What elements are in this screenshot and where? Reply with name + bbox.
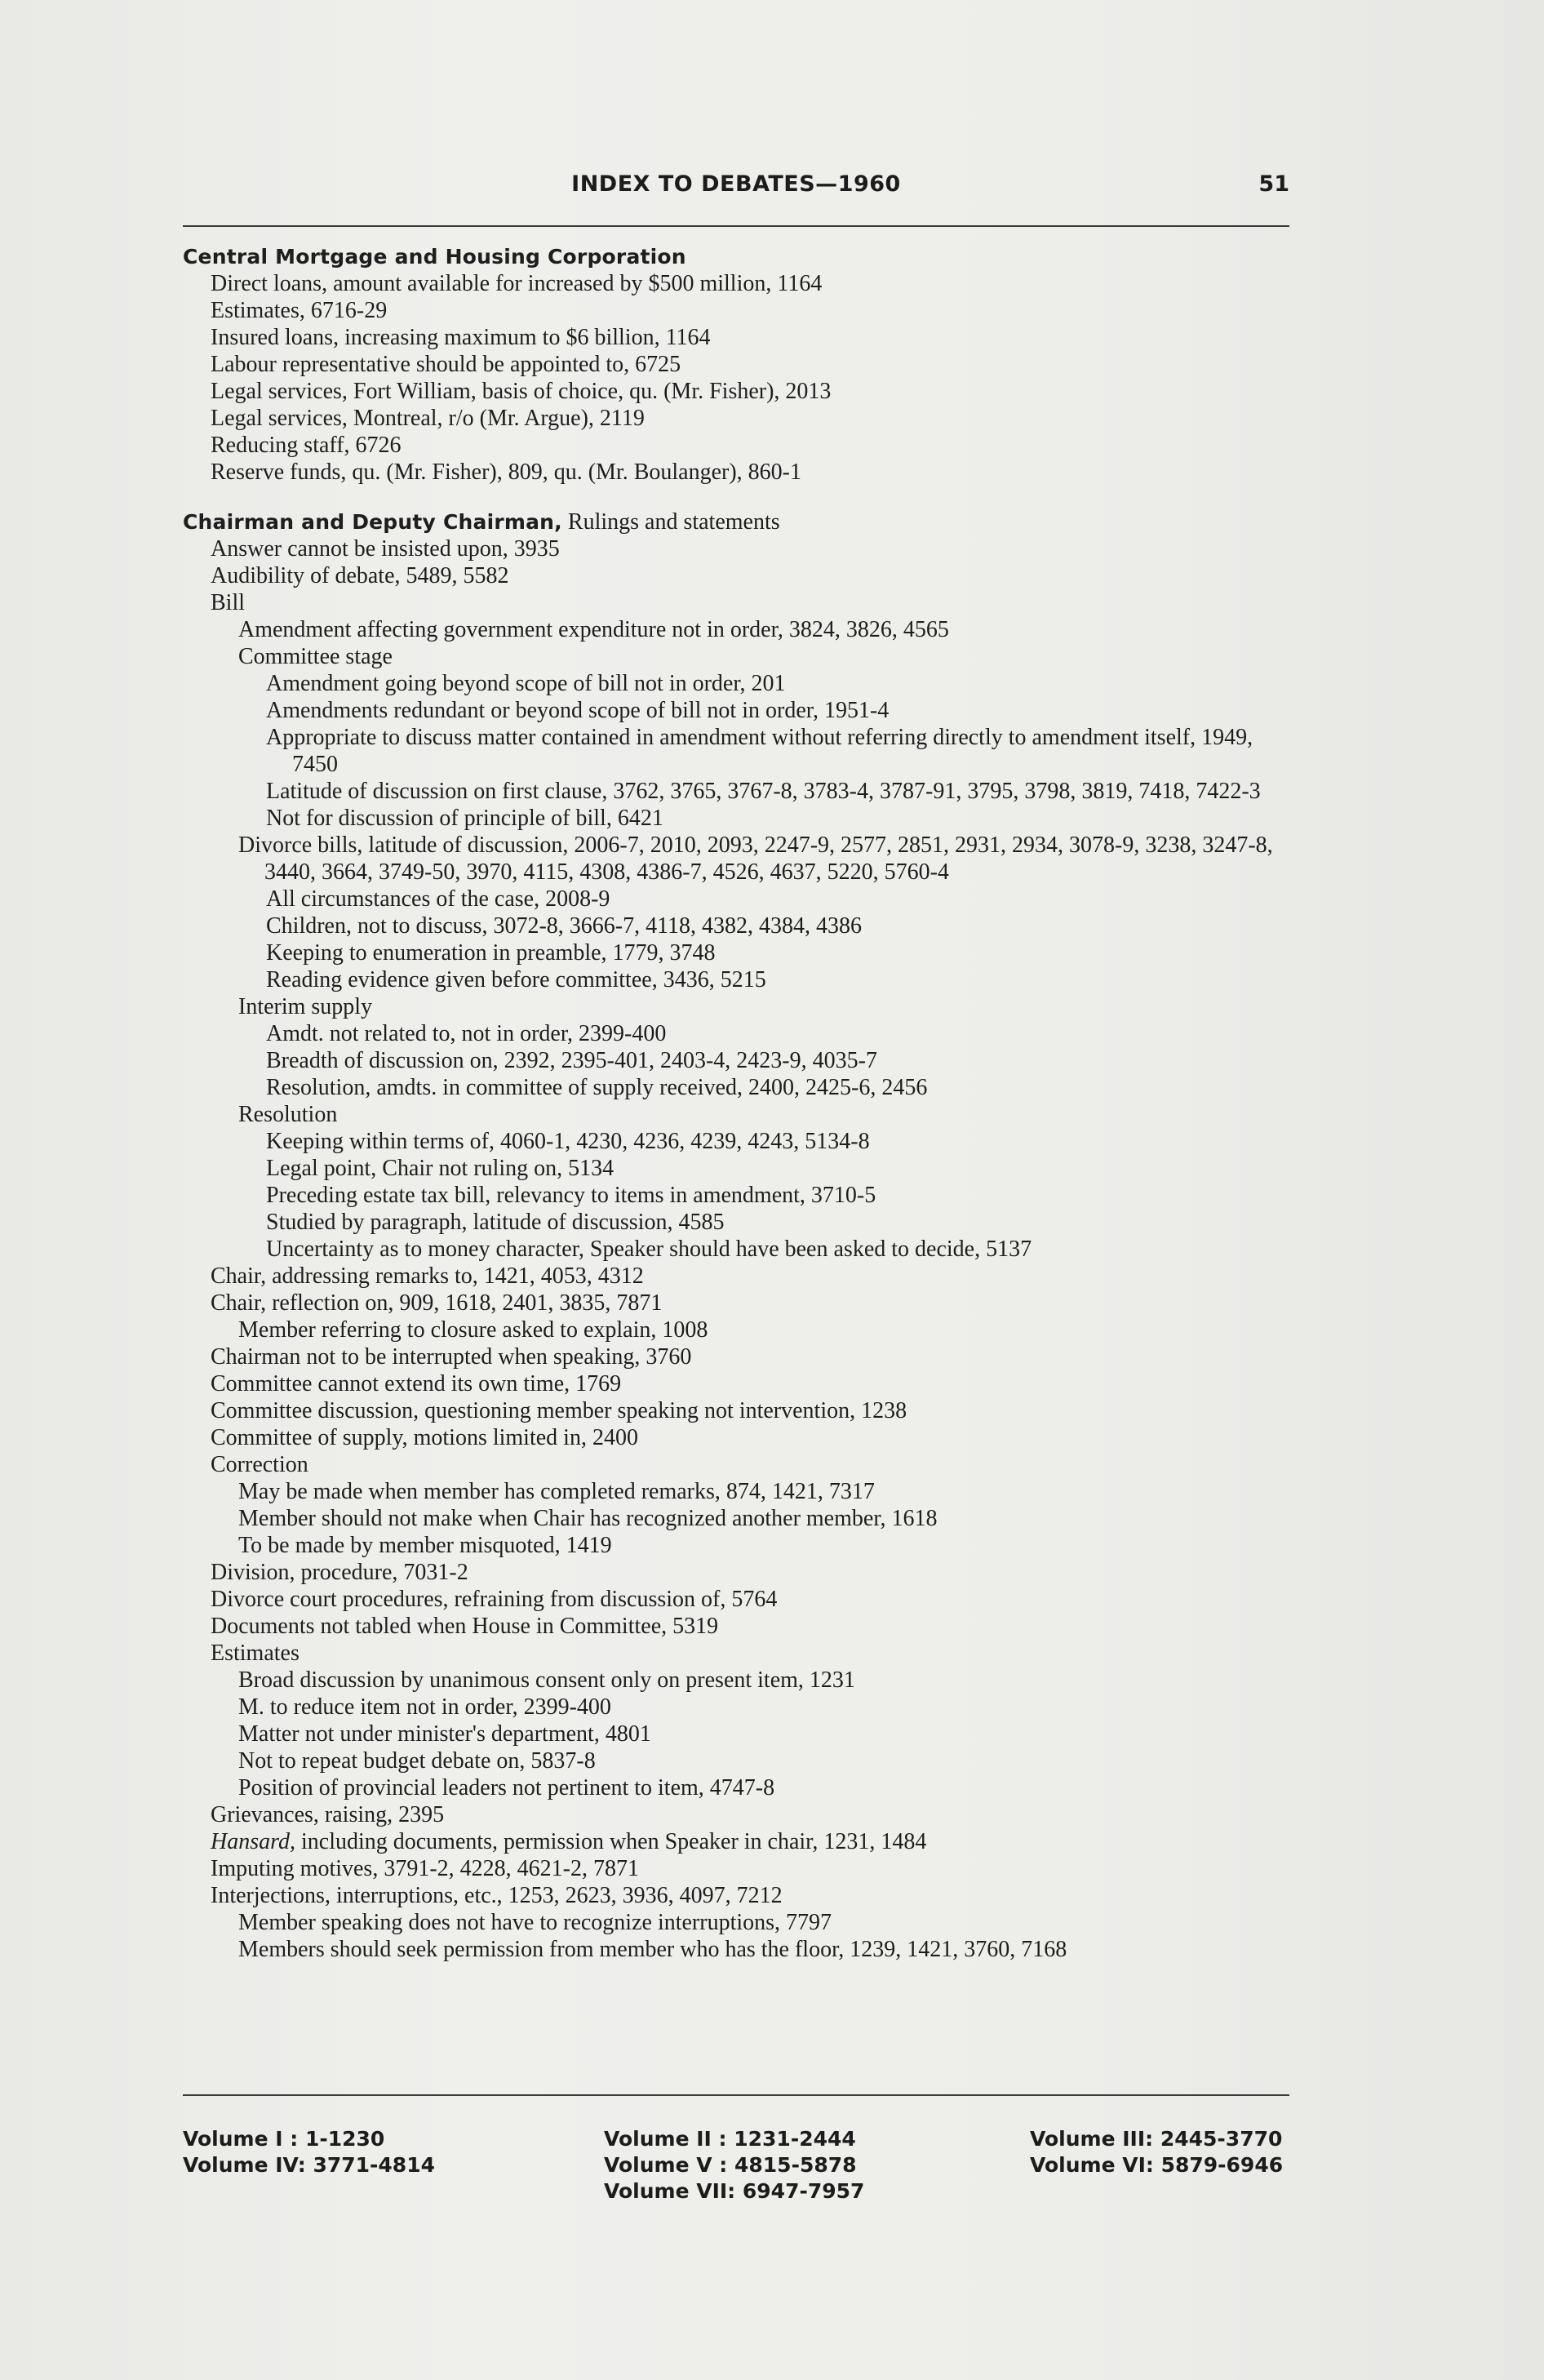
index-entry bbox=[183, 589, 1289, 616]
entry-text: Insured loans, increasing maximum to $6 billion, 1164 bbox=[211, 325, 711, 350]
index-entry bbox=[183, 1586, 1289, 1613]
entry-text: Committee cannot extend its own time, 1769 bbox=[211, 1371, 622, 1396]
entry-text: Matter not under minister's department, 4801 bbox=[238, 1721, 651, 1747]
index-entry bbox=[183, 1263, 1289, 1290]
index-entry bbox=[183, 1667, 1289, 1694]
index-section bbox=[183, 508, 1289, 1963]
section-heading-title: Central Mortgage and Housing Corporation bbox=[183, 245, 686, 269]
entry-text: Reducing staff, 6726 bbox=[211, 433, 402, 458]
volume-7-range: Volume VII: 6947-7957 bbox=[604, 2179, 865, 2203]
entry-text: Estimates bbox=[211, 1641, 299, 1666]
index-entry bbox=[183, 1640, 1289, 1667]
section-heading bbox=[183, 243, 1289, 270]
entry-text: Divorce bills, latitude of discussion, 2006-7, 2010, 2093, 2247-9, 2577, 2851, 2931, 2934, 3078-9, 3238, 3247-8, 3440, 3664, 3749-50, 3970, 4115, 4308, 4386-7, 4526, 4637, 5220, 5760-4 bbox=[238, 833, 1273, 885]
entry-text: Not for discussion of principle of bill, 6421 bbox=[266, 806, 663, 831]
index-entry bbox=[183, 912, 1289, 939]
index-entry bbox=[183, 939, 1289, 966]
index-entry bbox=[183, 1074, 1289, 1101]
index-entry bbox=[183, 1236, 1289, 1263]
entry-text: Division, procedure, 7031-2 bbox=[211, 1560, 468, 1585]
entry-text: Children, not to discuss, 3072-8, 3666-7, 4118, 4382, 4384, 4386 bbox=[266, 913, 863, 939]
index-entry bbox=[183, 1478, 1289, 1505]
index-entry bbox=[183, 966, 1289, 993]
index-entry bbox=[183, 1155, 1289, 1182]
volume-5-range: Volume V : 4815-5878 bbox=[604, 2153, 857, 2177]
volume-1-range: Volume I : 1-1230 bbox=[183, 2127, 385, 2151]
index-entry bbox=[183, 1370, 1289, 1397]
section-heading bbox=[183, 508, 1289, 535]
index-entry bbox=[183, 535, 1289, 562]
index-entry bbox=[183, 1694, 1289, 1721]
entry-text: Preceding estate tax bill, relevancy to items in amendment, 3710-5 bbox=[266, 1183, 876, 1208]
index-entry bbox=[183, 459, 1289, 486]
index-entry bbox=[183, 1290, 1289, 1317]
entry-text: Broad discussion by unanimous consent only on present item, 1231 bbox=[238, 1667, 855, 1693]
entry-text: Direct loans, amount available for increased by $500 million, 1164 bbox=[211, 271, 823, 296]
entry-text: Legal services, Fort William, basis of choice, qu. (Mr. Fisher), 2013 bbox=[211, 379, 832, 404]
entry-text: Resolution, amdts. in committee of supply received, 2400, 2425-6, 2456 bbox=[266, 1075, 928, 1100]
entry-text: Amendment going beyond scope of bill not in order, 201 bbox=[266, 671, 786, 696]
entry-text: Resolution bbox=[238, 1102, 338, 1127]
entry-text: Legal services, Montreal, r/o (Mr. Argue), 2119 bbox=[211, 406, 645, 431]
entry-italic-prefix: Hansard, bbox=[211, 1829, 295, 1854]
index-entry bbox=[183, 351, 1289, 378]
index-entry bbox=[183, 1909, 1289, 1936]
index-entry bbox=[183, 886, 1289, 912]
page-header bbox=[183, 163, 1289, 229]
entry-text: Audibility of debate, 5489, 5582 bbox=[211, 563, 509, 588]
entry-text: Amendment affecting government expenditure not in order, 3824, 3826, 4565 bbox=[238, 617, 949, 642]
index-entry bbox=[183, 378, 1289, 405]
entry-text: Keeping within terms of, 4060-1, 4230, 4236, 4239, 4243, 5134-8 bbox=[266, 1129, 870, 1154]
section-heading-suffix: Rulings and statements bbox=[561, 509, 780, 535]
entry-text: Bill bbox=[211, 590, 246, 615]
entry-text: All circumstances of the case, 2008-9 bbox=[266, 886, 610, 912]
index-entry bbox=[183, 670, 1289, 697]
entry-text: Interim supply bbox=[238, 994, 373, 1019]
volume-6-range: Volume VI: 5879-6946 bbox=[1030, 2153, 1284, 2177]
index-entry bbox=[183, 405, 1289, 432]
volume-4-range: Volume IV: 3771-4814 bbox=[183, 2153, 435, 2177]
index-entry bbox=[183, 1343, 1289, 1370]
entry-text: Answer cannot be insisted upon, 3935 bbox=[211, 536, 560, 562]
entry-text: Appropriate to discuss matter contained in amendment without referring directly to amendment itself, 1949, 7450 bbox=[266, 725, 1253, 777]
entry-text: Interjections, interruptions, etc., 1253, 2623, 3936, 4097, 7212 bbox=[211, 1883, 783, 1908]
entry-text: Uncertainty as to money character, Speaker should have been asked to decide, 5137 bbox=[266, 1237, 1032, 1262]
index-entry bbox=[183, 1559, 1289, 1586]
entry-text: Breadth of discussion on, 2392, 2395-401, 2403-4, 2423-9, 4035-7 bbox=[266, 1048, 877, 1073]
index-entry bbox=[183, 432, 1289, 459]
index-entry bbox=[183, 805, 1289, 832]
index-entry bbox=[183, 324, 1289, 351]
index-entry bbox=[183, 1747, 1289, 1774]
index-entry bbox=[183, 1882, 1289, 1909]
section-heading-title: Chairman and Deputy Chairman, bbox=[183, 510, 562, 534]
volume-3-range: Volume III: 2445-3770 bbox=[1030, 2127, 1283, 2151]
entry-text: Legal point, Chair not ruling on, 5134 bbox=[266, 1156, 614, 1181]
index-entry bbox=[183, 297, 1289, 324]
index-entry bbox=[183, 697, 1289, 724]
index-entry bbox=[183, 1801, 1289, 1828]
index-entry bbox=[183, 1451, 1289, 1478]
index-entry bbox=[183, 1101, 1289, 1128]
entry-text: including documents, permission when Speaker in chair, 1231, 1484 bbox=[295, 1829, 927, 1854]
entry-text: Reading evidence given before committee, 3436, 5215 bbox=[266, 967, 766, 992]
index-entry bbox=[183, 1182, 1289, 1209]
entry-text: Members should seek permission from member who has the floor, 1239, 1421, 3760, 7168 bbox=[238, 1937, 1067, 1962]
index-entry bbox=[183, 270, 1289, 297]
index-entry bbox=[183, 1532, 1289, 1559]
footer-rule bbox=[183, 2094, 1289, 2096]
index-entry bbox=[183, 1855, 1289, 1882]
entry-text: To be made by member misquoted, 1419 bbox=[238, 1533, 612, 1558]
index-entry bbox=[183, 1424, 1289, 1451]
entry-text: Amendments redundant or beyond scope of bill not in order, 1951-4 bbox=[266, 698, 890, 723]
page-title: INDEX TO DEBATES—1960 bbox=[571, 171, 901, 197]
entry-text: Imputing motives, 3791-2, 4228, 4621-2, 7871 bbox=[211, 1856, 639, 1881]
entry-text: Not to repeat budget debate on, 5837-8 bbox=[238, 1748, 596, 1774]
index-entry bbox=[183, 1317, 1289, 1343]
index-entry bbox=[183, 1613, 1289, 1640]
entry-text: Grievances, raising, 2395 bbox=[211, 1802, 445, 1827]
index-entry bbox=[183, 724, 1289, 778]
index-entry bbox=[183, 1397, 1289, 1424]
index-entry bbox=[183, 1721, 1289, 1747]
entry-text: Member should not make when Chair has recognized another member, 1618 bbox=[238, 1506, 938, 1531]
index-entry bbox=[183, 993, 1289, 1020]
entry-text: Member referring to closure asked to explain, 1008 bbox=[238, 1317, 708, 1343]
index-entry bbox=[183, 1209, 1289, 1236]
index-entry bbox=[183, 1936, 1289, 1963]
index-entry bbox=[183, 1774, 1289, 1801]
entry-text: Chair, addressing remarks to, 1421, 4053, 4312 bbox=[211, 1263, 644, 1289]
index-content bbox=[183, 243, 1289, 1986]
entry-text: Studied by paragraph, latitude of discussion, 4585 bbox=[266, 1210, 725, 1235]
entry-text: Correction bbox=[211, 1452, 308, 1477]
index-entry bbox=[183, 562, 1289, 589]
entry-text: Chairman not to be interrupted when speaking, 3760 bbox=[211, 1344, 692, 1370]
page-number: 51 bbox=[1258, 171, 1289, 197]
entry-text: Keeping to enumeration in preamble, 1779, 3748 bbox=[266, 940, 716, 966]
entry-text: Member speaking does not have to recognize interruptions, 7797 bbox=[238, 1910, 832, 1935]
entry-text: Divorce court procedures, refraining from discussion of, 5764 bbox=[211, 1587, 778, 1612]
entry-text: Committee stage bbox=[238, 644, 393, 669]
entry-text: Estimates, 6716-29 bbox=[211, 298, 388, 323]
index-entry bbox=[183, 1020, 1289, 1047]
entry-text: Chair, reflection on, 909, 1618, 2401, 3835, 7871 bbox=[211, 1290, 663, 1316]
volume-2-range: Volume II : 1231-2444 bbox=[604, 2127, 856, 2151]
index-entry bbox=[183, 643, 1289, 670]
entry-text: Labour representative should be appointed to, 6725 bbox=[211, 352, 681, 377]
entry-text: Committee of supply, motions limited in, 2400 bbox=[211, 1425, 638, 1450]
header-rule bbox=[183, 225, 1289, 227]
index-section bbox=[183, 243, 1289, 486]
index-entry bbox=[183, 1128, 1289, 1155]
entry-text: May be made when member has completed remarks, 874, 1421, 7317 bbox=[238, 1479, 875, 1504]
index-entry bbox=[183, 832, 1289, 886]
entry-text: Latitude of discussion on first clause, 3762, 3765, 3767-8, 3783-4, 3787-91, 3795, 3798, 3819, 7418, 7422-3 bbox=[266, 779, 1261, 804]
entry-text: M. to reduce item not in order, 2399-400 bbox=[238, 1694, 611, 1720]
entry-text: Committee discussion, questioning member speaking not intervention, 1238 bbox=[211, 1398, 907, 1423]
entry-text: Documents not tabled when House in Committee, 5319 bbox=[211, 1614, 719, 1639]
entry-text: Amdt. not related to, not in order, 2399-400 bbox=[266, 1021, 667, 1046]
index-entry bbox=[183, 1047, 1289, 1074]
entry-text: Position of provincial leaders not pertinent to item, 4747-8 bbox=[238, 1775, 775, 1801]
index-entry bbox=[183, 616, 1289, 643]
index-entry bbox=[183, 1505, 1289, 1532]
index-entry bbox=[183, 1828, 1289, 1855]
entry-text: Reserve funds, qu. (Mr. Fisher), 809, qu. (Mr. Boulanger), 860-1 bbox=[211, 460, 802, 485]
index-entry bbox=[183, 778, 1289, 805]
